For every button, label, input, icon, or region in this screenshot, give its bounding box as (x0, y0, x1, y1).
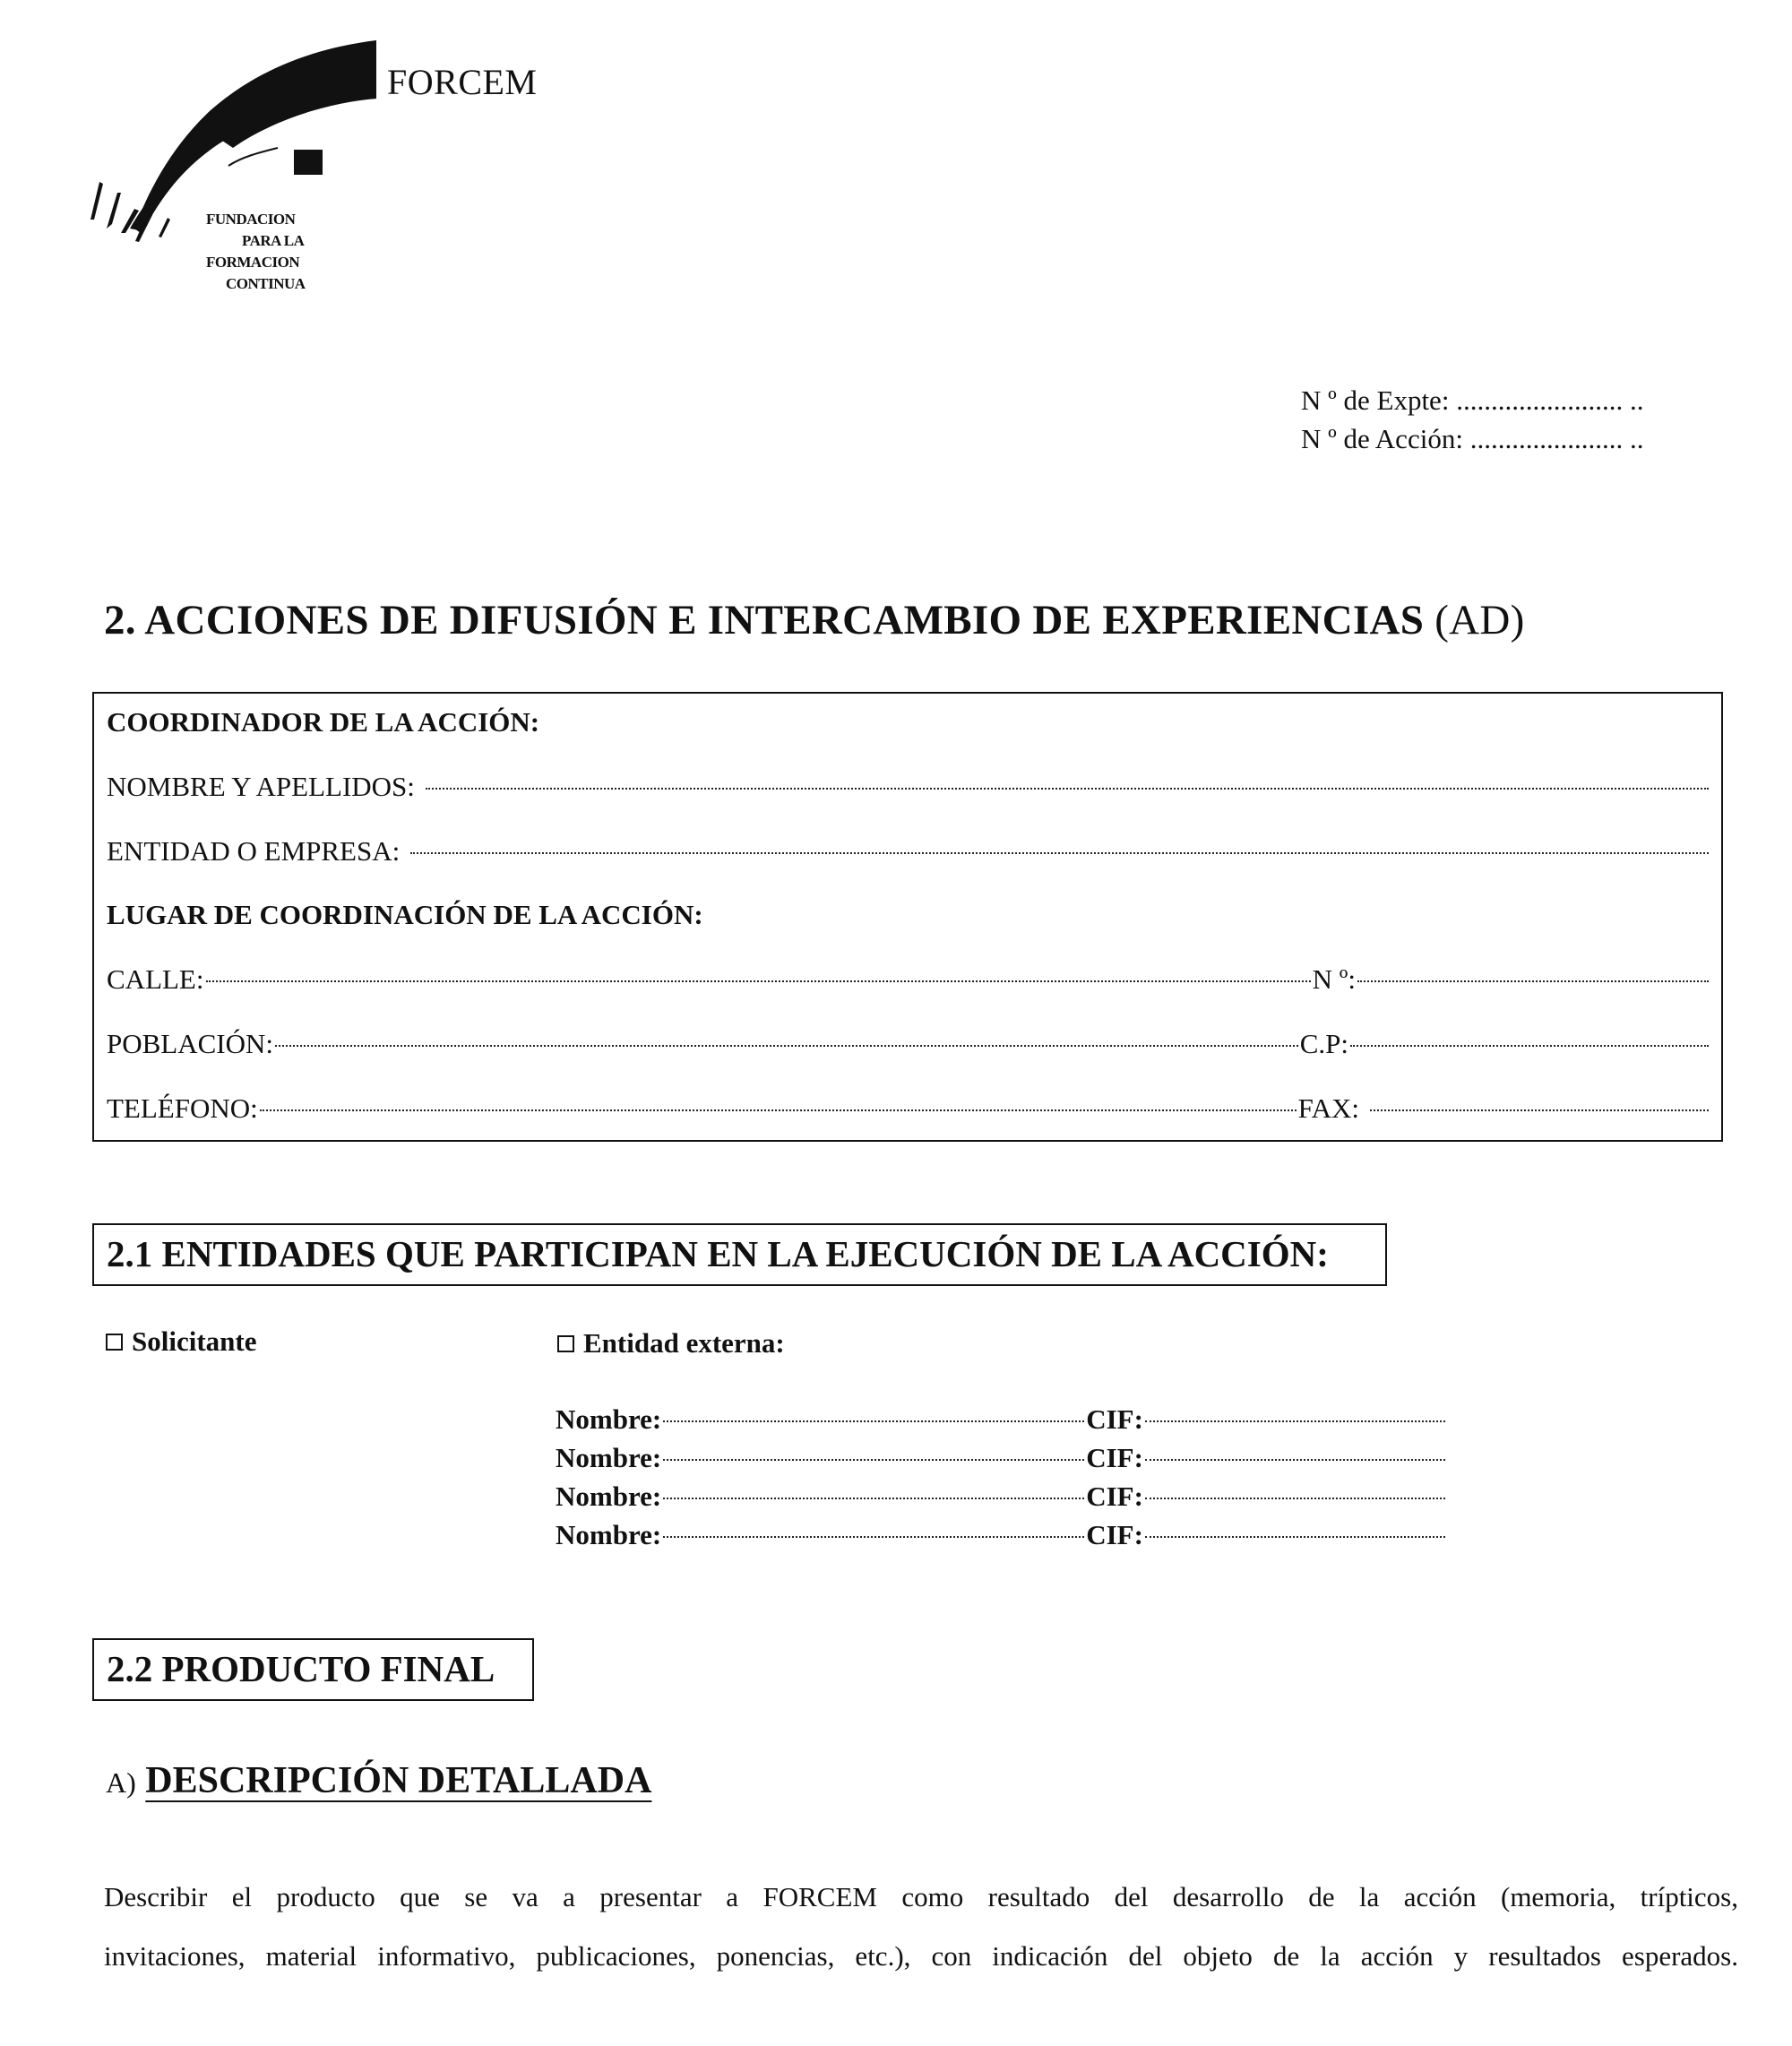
numero-label: N º: (1312, 963, 1356, 995)
section-2-2-heading: 2.2 PRODUCTO FINAL (92, 1638, 534, 1701)
accion-field[interactable]: N º de Acción: ...................... .. (1301, 423, 1644, 454)
solicitante-checkbox[interactable]: Solicitante (106, 1325, 257, 1358)
calle-field[interactable]: CALLE: N º: (107, 963, 1710, 996)
telefono-field[interactable]: TELÉFONO: FAX: (107, 1092, 1710, 1125)
expediente-refs (1301, 381, 1643, 458)
coordinator-box (92, 692, 1723, 1142)
entity-row[interactable]: Nombre: CIF: (556, 1515, 1447, 1554)
page-title: 2. ACCIONES DE DIFUSIÓN E INTERCAMBIO DE EXPERIENCIAS (AD) (104, 597, 1525, 643)
nombre-apellidos-field[interactable]: NOMBRE Y APELLIDOS: (107, 771, 1710, 803)
checkbox-icon (557, 1335, 574, 1352)
poblacion-field[interactable]: POBLACIÓN: C.P: (107, 1028, 1710, 1060)
entity-row[interactable]: Nombre: CIF: (556, 1438, 1447, 1477)
descripcion-subheading: A) DESCRIPCIÓN DETALLADA (106, 1760, 652, 1801)
expte-field[interactable]: N º de Expte: ........................ .. (1301, 384, 1644, 416)
entity-row[interactable]: Nombre: CIF: (556, 1400, 1447, 1438)
fax-label: FAX: (1297, 1092, 1359, 1124)
entidad-empresa-field[interactable]: ENTIDAD O EMPRESA: (107, 835, 1710, 868)
lugar-heading: LUGAR DE COORDINACIÓN DE LA ACCIÓN: (107, 899, 703, 930)
entity-row[interactable]: Nombre: CIF: (556, 1477, 1447, 1515)
descripcion-paragraph: Describir el producto que se va a presentar a FORCEM como resultado del desarrollo de la acción (memoria, trípticos, invitaciones, material informativo, publicaciones, ponencias, etc.), con indicación del objeto de la acción y resultados esperados. (104, 1881, 1738, 1972)
cp-label: C.P: (1299, 1028, 1348, 1059)
entidades-list (556, 1400, 1447, 1554)
coordinator-heading: COORDINADOR DE LA ACCIÓN: (107, 706, 540, 738)
logo-subtitle: FUNDACION PARA LA FORMACION CONTINUA (206, 211, 306, 292)
logo-name: FORCEM (387, 62, 538, 102)
checkbox-icon (106, 1334, 123, 1351)
section-2-1-heading: 2.1 ENTIDADES QUE PARTICIPAN EN LA EJECUCIÓN DE LA ACCIÓN: (92, 1223, 1387, 1286)
entidad-externa-checkbox[interactable]: Entidad externa: (557, 1327, 785, 1360)
